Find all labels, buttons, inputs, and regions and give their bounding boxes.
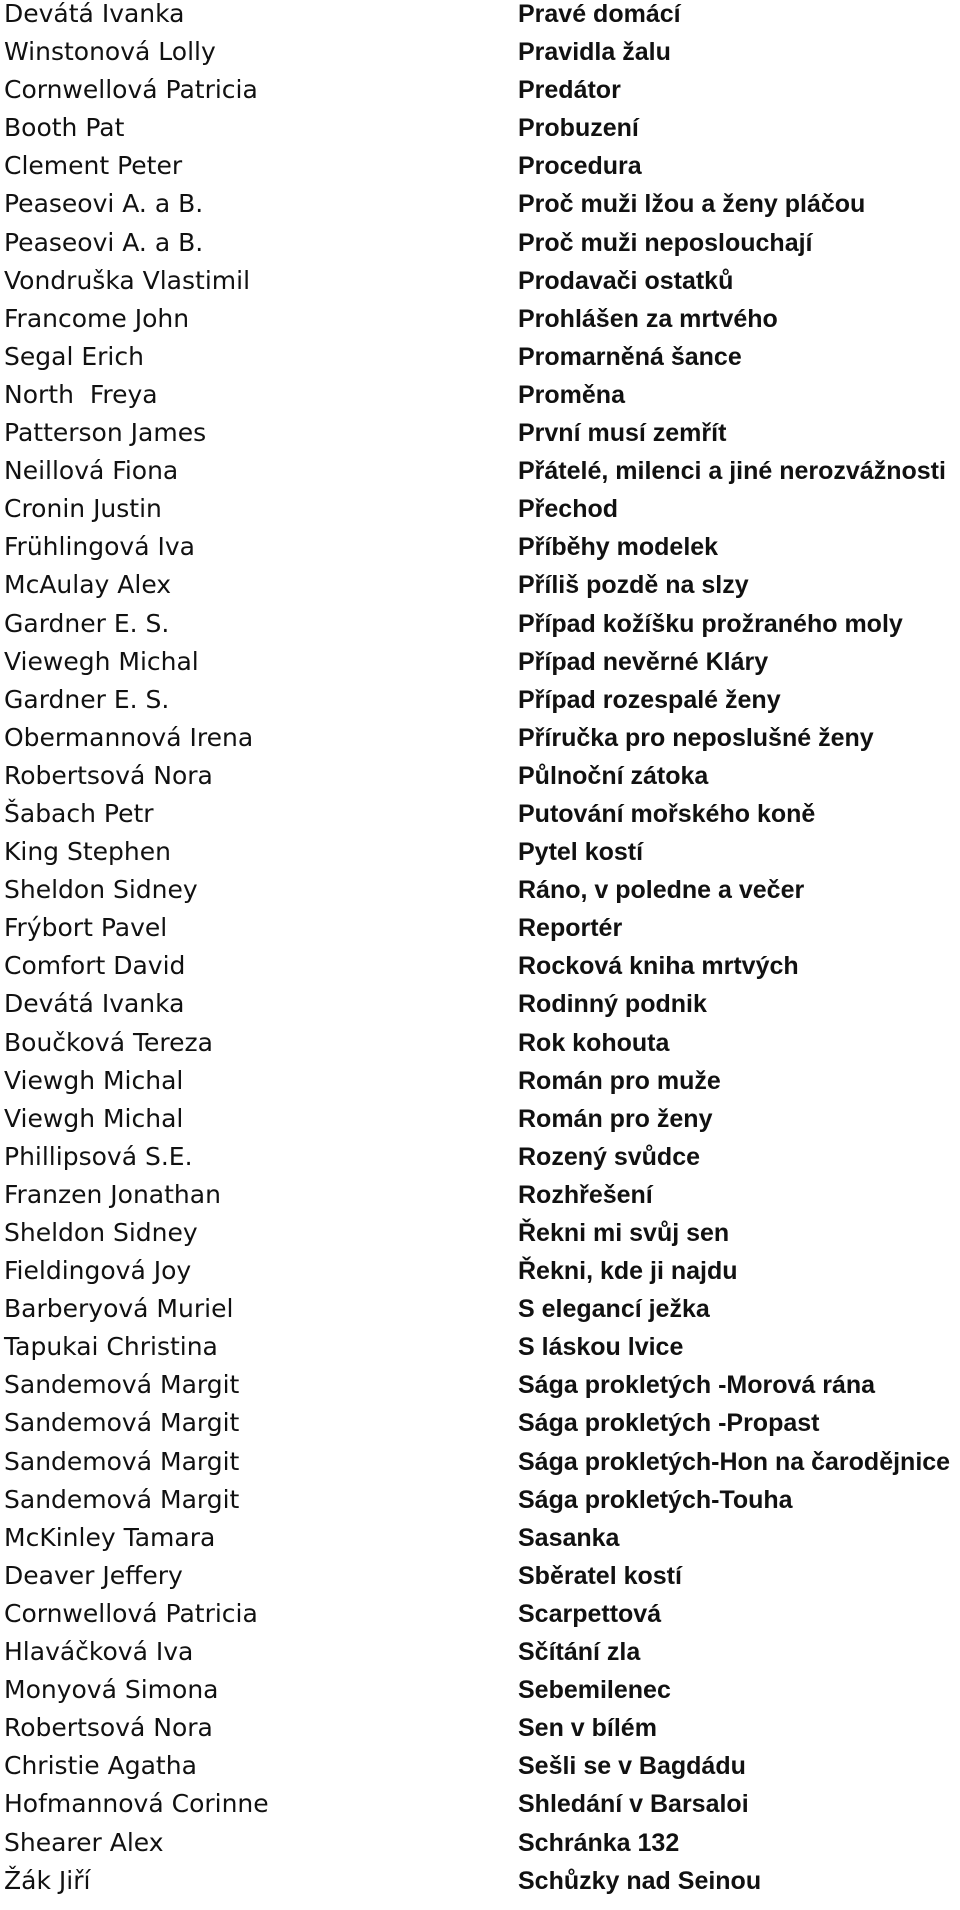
author-name: Cronin Justin — [4, 494, 162, 524]
book-title: První musí zemřít — [518, 419, 727, 448]
list-item — [0, 1295, 960, 1333]
list-item — [0, 1752, 960, 1790]
book-title: Sešli se v Bagdádu — [518, 1752, 746, 1781]
book-title: Schránka 132 — [518, 1828, 680, 1857]
author-name: Cornwellová Patricia — [4, 1598, 258, 1628]
author-name: Sandemová Margit — [4, 1446, 240, 1476]
author-name: Robertsová Nora — [4, 1713, 213, 1743]
list-item — [0, 419, 960, 457]
book-title: Rodinný podnik — [518, 990, 707, 1019]
list-item — [0, 610, 960, 648]
book-title: Příručka pro neposlušné ženy — [518, 723, 874, 752]
book-title: Přátelé, milenci a jiné nerozvážnosti — [518, 457, 946, 486]
book-title: Případ nevěrné Kláry — [518, 647, 769, 676]
author-name: McKinley Tamara — [4, 1522, 216, 1552]
book-title: Řekni, kde ji najdu — [518, 1257, 738, 1286]
list-item — [0, 1105, 960, 1143]
author-name: Phillipsová S.E. — [4, 1141, 193, 1171]
author-name: Viewegh Michal — [4, 646, 199, 676]
list-item — [0, 1486, 960, 1524]
book-title: Rocková kniha mrtvých — [518, 952, 799, 981]
book-title: Schůzky nad Seinou — [518, 1866, 762, 1895]
book-title: Sčítání zla — [518, 1638, 641, 1667]
list-item — [0, 990, 960, 1028]
book-title: Putování mořského koně — [518, 799, 816, 828]
author-name: Sandemová Margit — [4, 1370, 240, 1400]
list-item — [0, 1029, 960, 1067]
book-title: Proč muži neposlouchají — [518, 228, 813, 257]
author-name: Monyová Simona — [4, 1675, 219, 1705]
author-name: Šabach Petr — [4, 798, 154, 828]
list-item — [0, 1829, 960, 1867]
author-name: Deaver Jeffery — [4, 1560, 183, 1590]
book-title: Shledání v Barsaloi — [518, 1790, 749, 1819]
list-item — [0, 1181, 960, 1219]
author-name: Frýbort Pavel — [4, 913, 168, 943]
book-title: Proč muži lžou a ženy pláčou — [518, 190, 866, 219]
book-title: Probuzení — [518, 114, 639, 143]
author-name: Christie Agatha — [4, 1751, 197, 1781]
author-name: Patterson James — [4, 418, 207, 448]
list-item — [0, 1371, 960, 1409]
list-item — [0, 305, 960, 343]
book-title: Román pro muže — [518, 1066, 721, 1095]
author-name: Francome John — [4, 303, 190, 333]
book-title: Pytel kostí — [518, 838, 644, 867]
book-title: Sasanka — [518, 1523, 620, 1552]
book-title: Proměna — [518, 380, 625, 409]
book-title: Sběratel kostí — [518, 1561, 682, 1590]
author-name: Devátá Ivanka — [4, 0, 185, 28]
list-item — [0, 1714, 960, 1752]
book-title: Scarpettová — [518, 1599, 662, 1628]
list-item — [0, 1219, 960, 1257]
book-title: Promarněná šance — [518, 342, 742, 371]
book-title: Přechod — [518, 495, 619, 524]
author-name: Sandemová Margit — [4, 1408, 240, 1438]
list-item — [0, 1143, 960, 1181]
list-item — [0, 1448, 960, 1486]
list-item — [0, 1638, 960, 1676]
list-item — [0, 1562, 960, 1600]
list-item — [0, 571, 960, 609]
author-name: Booth Pat — [4, 113, 125, 143]
book-title: S elegancí ježka — [518, 1295, 710, 1324]
list-item — [0, 1257, 960, 1295]
author-name: Tapukai Christina — [4, 1332, 218, 1362]
list-item — [0, 1867, 960, 1905]
book-title: Prodavači ostatků — [518, 266, 734, 295]
author-name: Devátá Ivanka — [4, 989, 185, 1019]
list-item — [0, 648, 960, 686]
book-title: Sága prokletých-Touha — [518, 1485, 793, 1514]
list-item — [0, 1067, 960, 1105]
book-title: Příběhy modelek — [518, 533, 719, 562]
book-title: Román pro ženy — [518, 1104, 713, 1133]
list-item — [0, 914, 960, 952]
author-name: Gardner E. S. — [4, 684, 170, 714]
book-title: Rozhřešení — [518, 1180, 653, 1209]
author-name: Franzen Jonathan — [4, 1179, 221, 1209]
author-name: Boučková Tereza — [4, 1027, 213, 1057]
author-name: King Stephen — [4, 837, 171, 867]
author-name: Barberyová Muriel — [4, 1294, 234, 1324]
book-title: Případ rozespalé ženy — [518, 685, 781, 714]
author-name: Shearer Alex — [4, 1827, 164, 1857]
author-name: Robertsová Nora — [4, 760, 213, 790]
list-item — [0, 876, 960, 914]
author-name: Cornwellová Patricia — [4, 75, 258, 105]
book-title: Sága prokletých-Hon na čarodějnice — [518, 1447, 951, 1476]
list-item — [0, 114, 960, 152]
author-name: Neillová Fiona — [4, 456, 179, 486]
author-name: Vondruška Vlastimil — [4, 265, 251, 295]
list-item — [0, 38, 960, 76]
list-item — [0, 838, 960, 876]
author-name: Peaseovi A. a B. — [4, 189, 204, 219]
book-title: Případ kožíšku prožraného moly — [518, 609, 903, 638]
list-item — [0, 0, 960, 38]
list-item — [0, 1600, 960, 1638]
author-name: Viewgh Michal — [4, 1103, 184, 1133]
author-name: Comfort David — [4, 951, 186, 981]
list-item — [0, 952, 960, 990]
list-item — [0, 1333, 960, 1371]
author-name: Sheldon Sidney — [4, 875, 198, 905]
author-name: McAulay Alex — [4, 570, 172, 600]
list-item — [0, 152, 960, 190]
author-name: Peaseovi A. a B. — [4, 227, 204, 257]
book-title: Predátor — [518, 76, 621, 105]
list-item — [0, 457, 960, 495]
author-name: Winstonová Lolly — [4, 37, 216, 67]
list-item — [0, 229, 960, 267]
list-item — [0, 1524, 960, 1562]
author-name: Viewgh Michal — [4, 1065, 184, 1095]
list-item — [0, 190, 960, 228]
list-item — [0, 381, 960, 419]
author-name: Hofmannová Corinne — [4, 1789, 269, 1819]
list-item — [0, 267, 960, 305]
author-name: North Freya — [4, 379, 158, 409]
author-name: Hlaváčková Iva — [4, 1637, 194, 1667]
book-title: Sebemilenec — [518, 1676, 671, 1705]
author-name: Frühlingová Iva — [4, 532, 195, 562]
list-item — [0, 762, 960, 800]
book-title: Reportér — [518, 914, 623, 943]
list-item — [0, 1409, 960, 1447]
list-item — [0, 495, 960, 533]
book-title: Pravé domácí — [518, 0, 681, 28]
book-title: S láskou lvice — [518, 1333, 684, 1362]
author-name: Žák Jiří — [4, 1865, 91, 1895]
book-title: Rok kohouta — [518, 1028, 670, 1057]
list-item — [0, 1790, 960, 1828]
book-title: Sága prokletých -Morová rána — [518, 1371, 876, 1400]
author-name: Obermannová Irena — [4, 722, 254, 752]
list-item — [0, 686, 960, 724]
book-title: Procedura — [518, 152, 642, 181]
author-name: Sandemová Margit — [4, 1484, 240, 1514]
book-title: Sága prokletých -Propast — [518, 1409, 820, 1438]
list-item — [0, 533, 960, 571]
author-name: Gardner E. S. — [4, 608, 170, 638]
book-title: Příliš pozdě na slzy — [518, 571, 749, 600]
author-name: Segal Erich — [4, 341, 144, 371]
author-name: Fieldingová Joy — [4, 1256, 192, 1286]
list-item — [0, 1676, 960, 1714]
book-title: Rozený svůdce — [518, 1142, 701, 1171]
book-title: Pravidla žalu — [518, 38, 671, 67]
author-name: Clement Peter — [4, 151, 183, 181]
list-item — [0, 343, 960, 381]
list-item — [0, 724, 960, 762]
author-name: Sheldon Sidney — [4, 1218, 198, 1247]
book-title: Ráno, v poledne a večer — [518, 876, 805, 905]
book-title: Půlnoční zátoka — [518, 761, 709, 790]
list-item — [0, 76, 960, 114]
book-title: Řekni mi svůj sen — [518, 1219, 730, 1247]
book-title: Sen v bílém — [518, 1714, 657, 1743]
list-item — [0, 800, 960, 838]
book-title: Prohlášen za mrtvého — [518, 304, 778, 333]
